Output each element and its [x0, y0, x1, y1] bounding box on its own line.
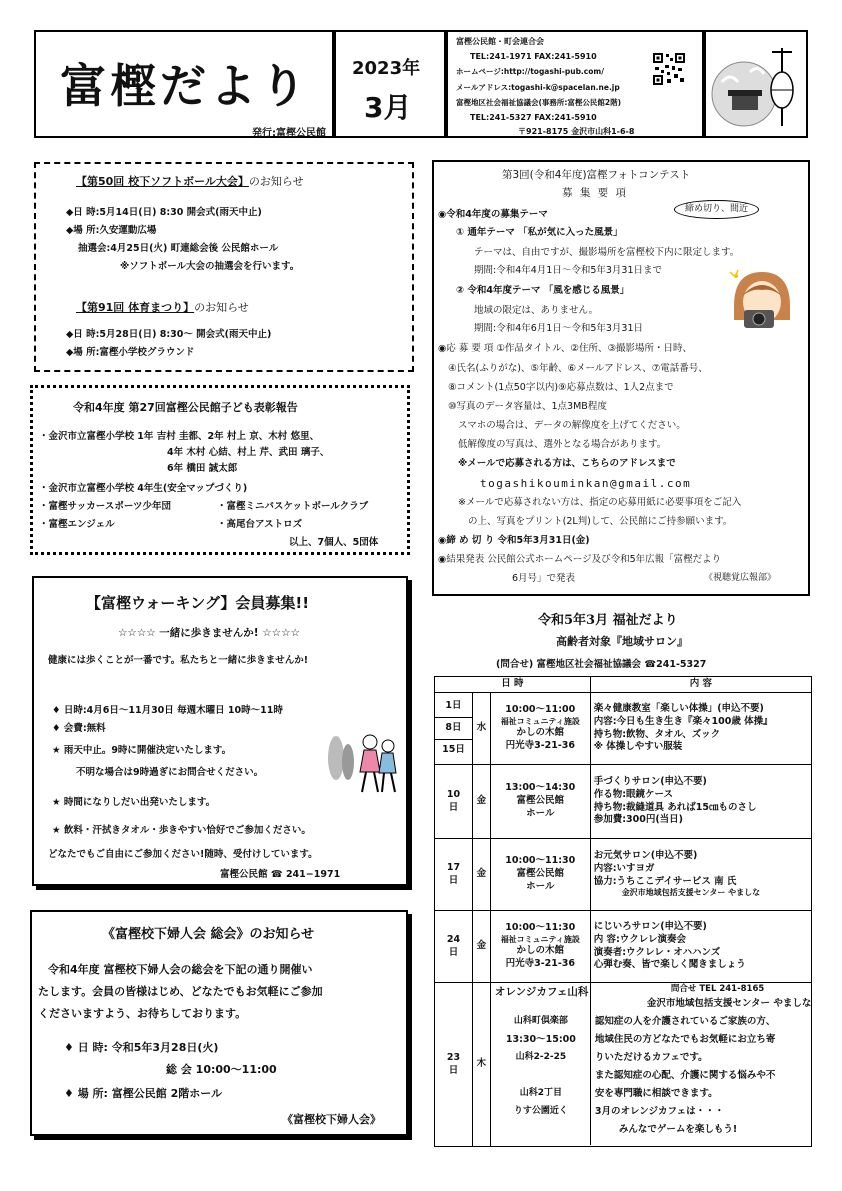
row-place-line: 円光寺3-21-36 — [505, 958, 576, 970]
row-date: 8日 — [435, 718, 472, 740]
contact-line: 富樫公民館・町会連合会 — [456, 37, 544, 46]
row-content-line: 内容:今日も生き生き『楽々100歳 体操』 — [593, 715, 773, 727]
cafe-place: 山科2丁目 — [519, 1088, 563, 1098]
walkers-icon — [324, 728, 404, 798]
photo-email: togashikouminkan@gmail.com — [480, 477, 692, 490]
row-date: 15日 — [442, 743, 465, 755]
row-dates — [435, 911, 473, 983]
photo-line: 期間:令和4年6月1日〜令和5年3月31日 — [474, 323, 644, 334]
row-date: 日 — [448, 801, 459, 813]
cafe-place: 山科2-2-25 — [515, 1052, 567, 1062]
walking-item: ★ 雨天中止。9時に開催決定いたします。 — [52, 745, 232, 756]
softball-line: ※ソフトボール大会の抽選会を行います。 — [120, 261, 300, 272]
welfare-subtitle: 高齢者対象『地域サロン』 — [556, 635, 688, 648]
walking-subtitle: ☆☆☆☆ 一緒に歩きませんか! ☆☆☆☆ — [118, 627, 300, 639]
row-time: 10:00〜11:30 — [505, 921, 576, 933]
row-content-line: にじいろサロン(申込不要) — [593, 920, 707, 932]
awards-title: 令和4年度 第27回富樫公民館子ども表彰報告 — [73, 401, 298, 414]
row-place-line: ホール — [526, 880, 555, 892]
walking-box — [32, 576, 408, 886]
row-date: 日 — [448, 946, 459, 958]
row-dates — [435, 839, 473, 911]
awards-line: ・金沢市立富樫小学校 1年 吉村 圭都、2年 村上 京、木村 悠里、 — [39, 431, 320, 442]
awards-line: 4年 木村 心結、村上 芹、武田 璃子、 — [167, 447, 330, 458]
softball-suffix: のお知らせ — [248, 175, 304, 188]
sports-suffix: のお知らせ — [194, 301, 249, 314]
walking-item: ♦ 日時:4月6日〜11月30日 毎週木曜日 10時〜11時 — [52, 705, 283, 716]
softball-heading — [76, 176, 304, 187]
lantern-icon — [710, 42, 804, 132]
photo-title: 第3回(令和4年度)富樫フォトコンテスト — [502, 169, 691, 181]
contact-line: ホームページ:http://togashi-pub.com/ — [456, 67, 604, 76]
cafe-content: また認知症の心配、介護に関する悩みや不 — [594, 1070, 776, 1081]
sports-line: ◆場 所:富樫小学校グラウンド — [66, 347, 195, 358]
photo-line: ◉応 募 要 項 ①作品タイトル、②住所、③撮影場所・日時、 — [438, 343, 692, 354]
header-contact-box — [446, 30, 704, 138]
photo-line: 低解像度の写真は、選外となる場合があります。 — [458, 439, 667, 450]
photo-line: 6月号」で発表 — [512, 573, 576, 584]
walking-footer: 富樫公民館 ☎ 241−1971 — [220, 869, 341, 880]
row-place — [490, 911, 590, 983]
row-place-line: 福祉コミュニティ施設 — [500, 716, 580, 726]
awards-box — [30, 385, 410, 555]
cafe-cell — [490, 983, 811, 1147]
row-content-line: 楽々健康教室「楽しい体操」(申込不要) — [593, 702, 764, 714]
row-date: 1日 — [435, 696, 472, 718]
cafe-content: 認知症の人を介護されているご家族の方、 — [594, 1016, 776, 1027]
walking-item: どなたでもご自由にご参加ください!随時、受付けしています。 — [48, 849, 318, 860]
row-dow: 金 — [472, 911, 490, 983]
photo-line: 期間:令和4年4月1日〜令和5年3月31日まで — [474, 265, 663, 276]
row-content — [590, 765, 811, 839]
row-date: 17 — [446, 861, 461, 873]
row-date: 23 — [446, 1051, 461, 1063]
walking-item: 不明な場合は9時過ぎにお問合せください。 — [76, 767, 264, 778]
softball-notice-box — [34, 162, 414, 372]
row-date: 日 — [448, 1064, 459, 1076]
row-content — [590, 911, 811, 983]
row-time: 10:00〜11:30 — [505, 855, 576, 867]
publisher: 発行:富樫公民館 — [252, 128, 326, 139]
row-content-line: 持ち物:飲物、タオル、ズック — [593, 728, 721, 740]
photo-line: ※メールで応募されない方は、指定の応募用紙に必要事項をご記入 — [458, 497, 742, 508]
photo-line: ② 令和4年度テーマ 「風を感じる風景」 — [456, 285, 630, 296]
table-head-date: 日 時 — [435, 677, 591, 693]
deadline-bubble: 締め切り、間近 — [674, 200, 759, 219]
walking-item: ★ 時間になりしだい出発いたします。 — [52, 797, 216, 808]
row-content-line: 手づくりサロン(申込不要) — [593, 775, 707, 787]
cafe-content: 安を専門職に相談できます。 — [594, 1088, 718, 1099]
table-head-content: 内 容 — [590, 677, 811, 693]
photo-line: ◉締 め 切 り 令和5年3月31日(金) — [438, 535, 590, 546]
qr-code-icon — [652, 52, 686, 86]
contact-line: 富樫地区社会福祉協議会(事務所:富樫公民館2階) — [456, 98, 622, 107]
womens-item: 総 会 10:00〜11:00 — [166, 1063, 277, 1076]
camera-girl-icon — [724, 266, 796, 338]
table-row — [435, 693, 812, 765]
womens-item: ♦ 場 所: 富樫公民館 2階ホール — [64, 1087, 223, 1100]
row-content-line: 協力:うちここデイサービス 南 氏 — [593, 875, 737, 887]
row-content-line: 持ち物:裁縫道具 あれば15㎝ものさし — [593, 801, 757, 813]
walking-title: 【富樫ウォーキング】会員募集!! — [86, 594, 310, 612]
photo-line: ※メールで応募される方は、こちらのアドレスまで — [458, 458, 676, 469]
contact-line: 〒921-8175 金沢市山科1-6-8 — [518, 127, 635, 136]
row-time: 13:00〜14:30 — [505, 782, 576, 794]
walking-intro: 健康には歩くことが一番です。私たちと一緒に歩きませんか! — [48, 655, 309, 666]
row-place-line: 富樫公民館 — [516, 795, 565, 807]
walking-item: ★ 飲料・汗拭きタオル・歩きやすい恰好でご参加ください。 — [52, 825, 311, 836]
womens-body: たします。会員の皆様はじめ、どなたでもお気軽にご参加 — [38, 985, 323, 998]
header-illustration-box — [704, 30, 808, 138]
cafe-place: 13:30〜15:00 — [505, 1034, 576, 1045]
row-content-line: 金沢市地域包括支援センター やましな — [621, 888, 761, 898]
photo-line: ◉令和4年度の募集テーマ — [438, 209, 548, 220]
photo-line: ⑩写真のデータ容量は、1点3MB程度 — [448, 401, 607, 412]
womens-body: くださいますよう、お待ちしております。 — [38, 1007, 247, 1020]
cafe-content: りいただけるカフェです。 — [594, 1052, 708, 1063]
row-dates — [435, 983, 473, 1147]
contact-line: メールアドレス:togashi-k@spacelan.ne.jp — [456, 83, 620, 92]
photo-line: テーマは、自由ですが、撮影場所を富樫校下内に限定します。 — [474, 247, 740, 258]
row-date: 10 — [446, 788, 461, 800]
table-row — [435, 839, 812, 911]
row-place — [490, 839, 590, 911]
cafe-place: りす公園近く — [513, 1106, 568, 1116]
row-content-line: 演奏者:ウクレレ・オハハンズ — [593, 946, 721, 958]
cafe-title: オレンジカフェ山科 — [494, 986, 589, 998]
row-content — [590, 839, 811, 911]
awards-line: ・富樫サッカースポーツ少年団 — [39, 501, 171, 512]
issue-month: 3月 — [364, 91, 412, 124]
cafe-content: みんなでゲームを楽しもう! — [618, 1124, 738, 1135]
sports-heading — [76, 302, 249, 313]
row-place-line: かしの木館 — [516, 727, 565, 739]
cafe-place: 山科町倶楽部 — [513, 1016, 568, 1026]
cafe-content: 3月のオレンジカフェは・・・ — [594, 1106, 725, 1117]
photo-line: 《視聴覚広報部》 — [704, 573, 777, 583]
welfare-table — [434, 676, 812, 1147]
row-content-line: 心弾む奏、皆で楽しく聞きましょう — [593, 959, 746, 971]
newsletter-title: 富樫だより — [60, 59, 310, 113]
row-date: 24 — [446, 933, 461, 945]
walking-item: ♦ 会費:無料 — [52, 723, 106, 734]
softball-line: 抽選会:4月25日(火) 町連総会後 公民館ホール — [78, 243, 279, 254]
contact-line: TEL:241-5327 FAX:241-5910 — [470, 113, 597, 122]
issue-year: 2023年 — [352, 58, 421, 79]
womens-box — [30, 910, 408, 1136]
row-content-line: お元気サロン(申込不要) — [593, 849, 698, 861]
photo-contest-box — [432, 160, 810, 596]
womens-body: 令和4年度 富樫校下婦人会の総会を下記の通り開催い — [48, 963, 313, 976]
photo-line: ◉結果発表 公民館公式ホームページ及び令和5年広報「富樫だより — [438, 554, 722, 565]
row-content-line: ※ 体操しやすい服装 — [593, 741, 683, 753]
row-content-line: 参加費:300円(当日) — [593, 814, 684, 826]
row-dates — [435, 765, 473, 839]
awards-line: ・金沢市立富樫小学校 4年生(安全マップづくり) — [39, 483, 248, 494]
womens-title: 《富樫校下婦人会 総会》のお知らせ — [102, 927, 315, 942]
photo-line: の上、写真をプリント(2L判)して、公民館にご持参願います。 — [468, 516, 733, 527]
row-content — [590, 693, 811, 765]
row-place-line: かしの木館 — [516, 945, 565, 957]
table-row — [435, 983, 812, 1147]
womens-sign: 《富樫校下婦人会》 — [282, 1113, 381, 1126]
softball-line: ◆場 所:久安運動広場 — [66, 225, 157, 236]
womens-item: ♦ 日 時: 令和5年3月28日(火) — [64, 1041, 219, 1054]
row-dow: 金 — [472, 765, 490, 839]
row-place — [490, 693, 590, 765]
cafe-content: 地域住民の方どなたでもお気軽にお立ち寄 — [594, 1034, 776, 1045]
awards-line: ・高尾台アストロズ — [217, 519, 303, 530]
row-dow: 水 — [472, 693, 490, 765]
row-time: 10:00〜11:00 — [505, 703, 576, 715]
row-content-line: 内容:いすヨガ — [593, 862, 655, 874]
softball-line: ◆日 時:5月14日(日) 8:30 開会式(雨天中止) — [66, 207, 262, 218]
row-place-line: 円光寺3-21-36 — [505, 740, 576, 752]
row-dates — [435, 693, 473, 765]
header-title-box — [34, 30, 334, 138]
awards-line: ・富樫ミニバスケットボールクラブ — [217, 501, 369, 512]
contact-line: TEL:241-1971 FAX:241-5910 — [470, 52, 597, 61]
photo-line: ① 通年テーマ 「私が気に入った風景」 — [456, 227, 623, 238]
table-row — [435, 765, 812, 839]
welfare-title: 令和5年3月 福祉だより — [538, 613, 678, 628]
photo-line: スマホの場合は、データの解像度を上げてください。 — [458, 420, 686, 431]
welfare-contact: (問合せ) 富樫地区社会福祉協議会 ☎241-5327 — [496, 659, 707, 670]
row-content-line: 作る物:眼鏡ケース — [593, 788, 674, 800]
cafe-center: 金沢市地域包括支援センター やましな — [646, 998, 812, 1009]
cafe-contact: 問合せ TEL 241-8165 — [670, 984, 765, 994]
photo-subtitle: 募 集 要 項 — [562, 187, 629, 199]
softball-title: 【第50回 校下ソフトボール大会】 — [76, 175, 249, 188]
row-place-line: 福祉コミュニティ施設 — [500, 934, 580, 944]
awards-line: 以上、7個人、5団体 — [289, 537, 379, 548]
table-row — [435, 911, 812, 983]
row-place-line: 富樫公民館 — [516, 868, 565, 880]
header-date-box — [334, 30, 446, 138]
photo-line: 地域の限定は、ありません。 — [474, 305, 599, 316]
photo-line: ⑧コメント(1点50字以内)⑨応募点数は、1人2点まで — [448, 382, 674, 393]
row-dow: 木 — [472, 983, 490, 1147]
awards-line: ・富樫エンジェル — [39, 519, 115, 530]
row-date: 日 — [448, 874, 459, 886]
row-place-line: ホール — [526, 807, 555, 819]
sports-line: ◆日 時:5月28日(日) 8:30〜 開会式(雨天中止) — [66, 329, 272, 340]
row-dow: 金 — [472, 839, 490, 911]
row-place — [490, 765, 590, 839]
row-content-line: 内 容:ウクレレ演奏会 — [593, 933, 687, 945]
photo-line: ④氏名(ふりがな)、⑤年齢、⑥メールアドレス、⑦電話番号、 — [448, 363, 708, 374]
awards-line: 6年 橋田 誠太郎 — [167, 463, 238, 474]
sports-title: 【第91回 体育まつり】 — [76, 301, 195, 314]
